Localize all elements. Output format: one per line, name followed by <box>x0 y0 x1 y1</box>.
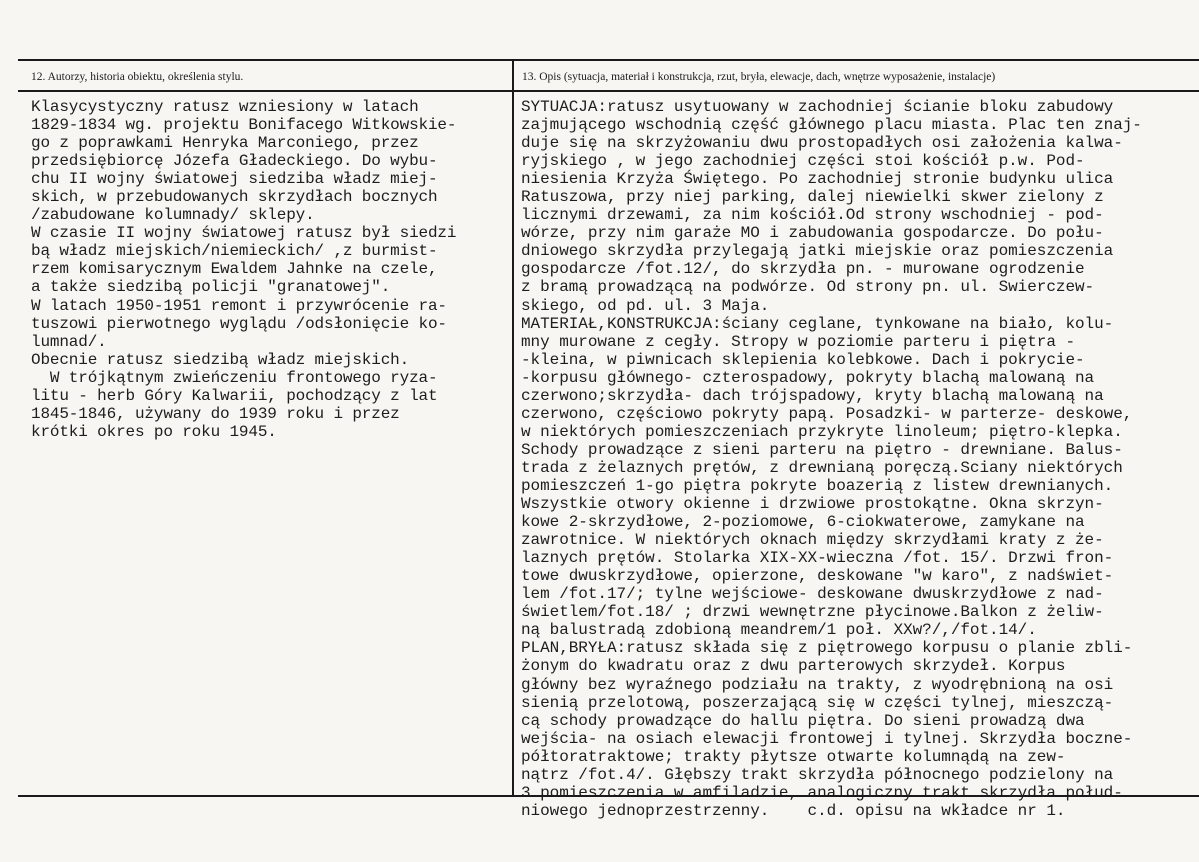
text-line: zajmującego wschodnią część głównego placu miasta. Plac ten znaj- <box>521 116 1142 135</box>
text-line: nątrz /fot.4/. Głębszy trakt skrzydła północnego podzielony na <box>521 765 1114 784</box>
text-line: sienią przelotową, poszerzającą się w części tylnej, mieszczą- <box>521 693 1114 712</box>
text-line: laznych prętów. Stolarka XIX-XX-wieczna /fot. 15/. Drzwi fron- <box>521 549 1114 568</box>
text-line: świetlem/fot.18/ ; drzwi wewnętrzne płycinowe.Balkon z żeliw- <box>521 603 1104 622</box>
text-line: wórze, przy nim garaże MO i zabudowania gospodarcze. Do połu- <box>521 224 1104 243</box>
section-13-heading: 13. Opis (sytuacja, materiał i konstrukcja, rzut, bryła, elewacje, dach, wnętrze wyposażenie, instalacje) <box>522 71 996 83</box>
text-line: towe dwuskrzydłowe, opierzone, deskowane "w karo", z nadświet- <box>521 567 1114 586</box>
section-13-text <box>521 98 1191 820</box>
text-line: żonym do kwadratu oraz z dwu parterowych skrzydeł. Korpus <box>521 657 1066 676</box>
text-line: 1845-1846, używany do 1939 roku i przez <box>31 404 400 423</box>
text-line: wejścia- na osiach elewacji frontowej i tylnej. Skrzydła boczne- <box>521 729 1133 748</box>
text-line: duje się na skrzyżowaniu dwu prostopadłych osi założenia kalwa- <box>521 134 1123 153</box>
text-line: 3 pomieszczenia w amfiladzie, analogiczny trakt skrzydła połud- <box>521 783 1123 802</box>
text-line: tuszowi pierwotnego wyglądu /odsłonięcie ko- <box>31 314 447 333</box>
column-divider <box>512 60 514 796</box>
text-line: go z poprawkami Henryka Marconiego, przez <box>31 134 419 153</box>
text-line: bą władz miejskich/niemieckich/ ,z burmist- <box>31 242 438 261</box>
text-line: lem /fot.17/; tylne wejściowe- deskowane dwuskrzydłowe z nad- <box>521 585 1104 604</box>
text-line: cą schody prowadzące do hallu piętra. Do sieni prowadzą dwa <box>521 711 1085 730</box>
text-line: z bramą prowadzącą na podwórze. Od strony pn. ul. Swierczew- <box>521 278 1095 297</box>
text-line: krótki okres po roku 1945. <box>31 422 277 441</box>
text-line: czerwono;skrzydła- dach trójspadowy, kryty blachą malowaną na <box>521 386 1104 405</box>
header-rule <box>18 90 1199 92</box>
text-line: W latach 1950-1951 remont i przywrócenie ra- <box>31 296 447 315</box>
text-line: PLAN,BRYŁA:ratusz składa się z piętrowego korpusu o planie zbli- <box>521 639 1133 658</box>
top-rule <box>18 59 1199 61</box>
text-line: gospodarcze /fot.12/, do skrzydła pn. - murowane ogrodzenie <box>521 260 1085 279</box>
text-line: /zabudowane kolumnady/ sklepy. <box>31 206 315 225</box>
text-line: ną balustradą zdobioną meandrem/1 poł. XXw?/,/fot.14/. <box>521 621 1037 640</box>
text-line: Obecnie ratusz siedzibą władz miejskich. <box>31 350 410 369</box>
text-line: 1829-1834 wg. projektu Bonifacego Witkowskie- <box>31 116 457 135</box>
section-12-text <box>31 98 501 441</box>
text-line: czerwono, częściowo pokryty papą. Posadzki- w parterze- deskowe, <box>521 404 1133 423</box>
text-line: licznymi drzewami, za nim kościół.Od strony wschodniej - pod- <box>521 206 1104 225</box>
text-line: kowe 2-skrzydłowe, 2-poziomowe, 6-ciokwaterowe, zamykane na <box>521 513 1085 532</box>
section-12-heading: 12. Autorzy, historia obiektu, określenia stylu. <box>31 71 244 83</box>
text-line: Klasycystyczny ratusz wzniesiony w latach <box>31 98 419 116</box>
text-line: półtoratraktowe; trakty płytsze otwarte kolumnądą na zew- <box>521 747 1066 766</box>
text-line: -kleina, w piwnicach sklepienia kolebkowe. Dach i pokrycie- <box>521 350 1085 369</box>
text-line: litu - herb Góry Kalwarii, pochodzący z lat <box>31 386 438 405</box>
text-line: MATERIAŁ,KONSTRUKCJA:ściany ceglane, tynkowane na biało, kolu- <box>521 314 1114 333</box>
text-line: lumnad/. <box>31 332 107 351</box>
text-line: niowego jednoprzestrzenny. c.d. opisu na wkładce nr 1. <box>521 801 1066 820</box>
text-line: główny bez wyraźnego podziału na trakty, z wyodrębnioną na osi <box>521 675 1114 694</box>
text-line: Wszystkie otwory okienne i drzwiowe prostokątne. Okna skrzyn- <box>521 495 1104 514</box>
text-line: przedsiębiorcę Józefa Gładeckiego. Do wybu- <box>31 152 438 171</box>
text-line: mny murowane z cegły. Stropy w poziomie parteru i piętra - <box>521 332 1075 351</box>
text-line: W trójkątnym zwieńczeniu frontowego ryza- <box>31 368 438 387</box>
text-line: skiego, od pd. ul. 3 Maja. <box>521 296 770 315</box>
text-line: ryjskiego , w jego zachodniej części stoi kościół p.w. Pod- <box>521 152 1085 171</box>
text-line: SYTUACJA:ratusz usytuowany w zachodniej ścianie bloku zabudowy <box>521 98 1114 116</box>
text-line: Ratuszowa, przy niej parking, dalej niewielki skwer zielony z <box>521 188 1104 207</box>
text-line: skich, w przebudowanych skrzydłach bocznych <box>31 188 438 207</box>
text-line: trada z żelaznych prętów, z drewnianą poręczą.Sciany niektórych <box>521 458 1123 477</box>
text-line: w niektórych pomieszczeniach przykryte linoleum; piętro-klepka. <box>521 422 1123 441</box>
text-line: pomieszczeń 1-go piętra pokryte boazerią z listew drewnianych. <box>521 476 1114 495</box>
text-line: rzem komisarycznym Ewaldem Jahnke na czele, <box>31 260 438 279</box>
text-line: Schody prowadzące z sieni parteru na piętro - drewniane. Balus- <box>521 440 1123 459</box>
text-line: dniowego skrzydła przylegają jatki miejskie oraz pomieszczenia <box>521 242 1114 261</box>
text-line: zawrotnice. W niektórych oknach między skrzydłami kraty z że- <box>521 531 1104 550</box>
text-line: -korpusu głównego- czterospadowy, pokryty blachą malowaną na <box>521 368 1095 387</box>
text-line: a także siedzibą policji "granatowej". <box>31 278 391 297</box>
text-line: niesienia Krzyża Świętego. Po zachodniej stronie budynku ulica <box>521 170 1114 189</box>
text-line: W czasie II wojny światowej ratusz był siedzi <box>31 224 457 243</box>
text-line: chu II wojny światowej siedziba władz miej- <box>31 170 438 189</box>
